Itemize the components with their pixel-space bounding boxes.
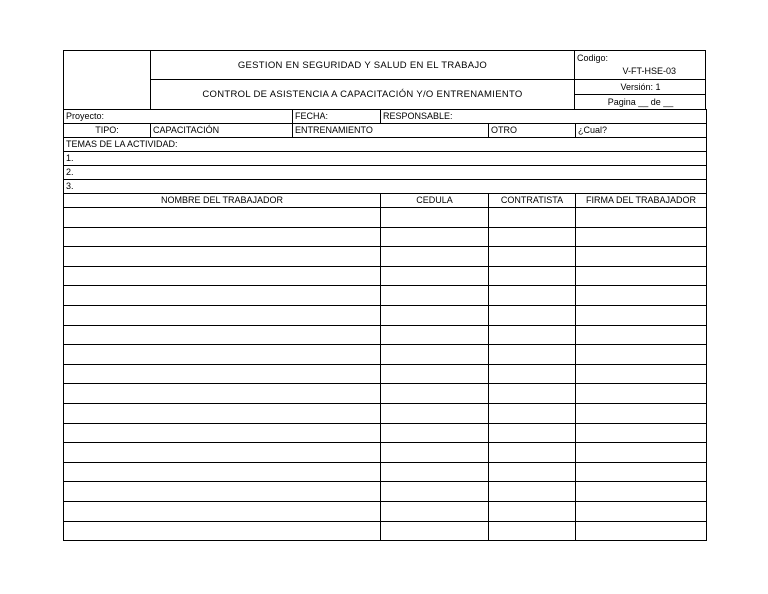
firma-cell[interactable] [576, 501, 707, 521]
date-field[interactable]: FECHA: [293, 110, 381, 124]
contratista-cell[interactable] [489, 227, 576, 247]
firma-cell[interactable] [576, 482, 707, 502]
version-cell: Versión: 1 [575, 80, 706, 95]
topic-item-1[interactable]: 1. [64, 152, 707, 166]
topic-row [64, 180, 707, 194]
contratista-cell[interactable] [489, 266, 576, 286]
table-row [64, 403, 707, 423]
topic-row [64, 152, 707, 166]
table-row [64, 305, 707, 325]
table-row [64, 345, 707, 365]
firma-cell[interactable] [576, 266, 707, 286]
topics-header-row [64, 138, 707, 152]
firma-cell[interactable] [576, 325, 707, 345]
page-cell: Pagina __ de __ [607, 97, 674, 107]
form-header [63, 50, 706, 109]
cedula-cell[interactable] [381, 345, 489, 365]
table-row [64, 423, 707, 443]
attendance-header-row [64, 194, 707, 208]
table-row [64, 266, 707, 286]
name-cell[interactable] [64, 462, 381, 482]
name-cell[interactable] [64, 423, 381, 443]
type-option-entrenamiento[interactable]: ENTRENAMIENTO [293, 124, 381, 138]
table-row [64, 208, 707, 228]
topic-item-2[interactable]: 2. [64, 166, 707, 180]
cedula-cell[interactable] [381, 384, 489, 404]
firma-cell[interactable] [576, 227, 707, 247]
cedula-cell[interactable] [381, 286, 489, 306]
table-row [64, 384, 707, 404]
type-option-capacitacion[interactable]: CAPACITACIÓN [151, 124, 293, 138]
code-cell [575, 51, 706, 80]
name-cell[interactable] [64, 364, 381, 384]
table-row [64, 501, 707, 521]
cedula-cell[interactable] [381, 227, 489, 247]
name-cell[interactable] [64, 482, 381, 502]
cedula-cell[interactable] [381, 501, 489, 521]
contratista-cell[interactable] [489, 345, 576, 365]
firma-cell[interactable] [576, 364, 707, 384]
contratista-cell[interactable] [489, 423, 576, 443]
table-row [64, 443, 707, 463]
firma-cell[interactable] [576, 521, 707, 541]
column-header-firma: FIRMA DEL TRABAJADOR [576, 194, 707, 208]
cedula-cell[interactable] [381, 247, 489, 267]
table-row [64, 364, 707, 384]
attendance-form [63, 50, 706, 541]
contratista-cell[interactable] [489, 501, 576, 521]
type-option-entrenamiento-check[interactable] [381, 124, 489, 138]
topic-row [64, 166, 707, 180]
firma-cell[interactable] [576, 443, 707, 463]
firma-cell[interactable] [576, 384, 707, 404]
type-option-otro[interactable]: OTRO [489, 124, 576, 138]
cedula-cell[interactable] [381, 266, 489, 286]
cedula-cell[interactable] [381, 403, 489, 423]
name-cell[interactable] [64, 403, 381, 423]
code-value: V-FT-HSE-03 [622, 66, 676, 76]
cedula-cell[interactable] [381, 423, 489, 443]
contratista-cell[interactable] [489, 462, 576, 482]
firma-cell[interactable] [576, 286, 707, 306]
table-row [64, 227, 707, 247]
table-row [64, 521, 707, 541]
cedula-cell[interactable] [381, 443, 489, 463]
cedula-cell[interactable] [381, 364, 489, 384]
contratista-cell[interactable] [489, 403, 576, 423]
cedula-cell[interactable] [381, 208, 489, 228]
name-cell[interactable] [64, 247, 381, 267]
firma-cell[interactable] [576, 403, 707, 423]
name-cell[interactable] [64, 345, 381, 365]
column-header-cedula: CEDULA [381, 194, 489, 208]
firma-cell[interactable] [576, 208, 707, 228]
firma-cell[interactable] [576, 345, 707, 365]
logo-cell [64, 51, 151, 109]
name-cell[interactable] [64, 521, 381, 541]
table-row [64, 482, 707, 502]
contratista-cell[interactable] [489, 247, 576, 267]
name-cell[interactable] [64, 443, 381, 463]
info-row [64, 110, 707, 124]
firma-cell[interactable] [576, 247, 707, 267]
contratista-cell[interactable] [489, 482, 576, 502]
firma-cell[interactable] [576, 423, 707, 443]
form-table [63, 109, 707, 541]
name-cell[interactable] [64, 501, 381, 521]
name-cell[interactable] [64, 384, 381, 404]
attendance-rows [64, 208, 707, 541]
name-cell[interactable] [64, 227, 381, 247]
name-cell[interactable] [64, 286, 381, 306]
topics-label: TEMAS DE LA ACTIVIDAD: [64, 138, 707, 152]
name-cell[interactable] [64, 325, 381, 345]
table-row [64, 462, 707, 482]
type-option-cual[interactable]: ¿Cual? [576, 124, 707, 138]
type-row [64, 124, 707, 138]
form-title: GESTION EN SEGURIDAD Y SALUD EN EL TRABAJO [151, 51, 575, 80]
contratista-cell[interactable] [489, 521, 576, 541]
contratista-cell[interactable] [489, 364, 576, 384]
table-row [64, 286, 707, 306]
cedula-cell[interactable] [381, 521, 489, 541]
firma-cell[interactable] [576, 305, 707, 325]
contratista-cell[interactable] [489, 325, 576, 345]
contratista-cell[interactable] [489, 286, 576, 306]
contratista-cell[interactable] [489, 208, 576, 228]
form-subtitle: CONTROL DE ASISTENCIA A CAPACITACIÓN Y/O ENTRENAMIENTO [151, 80, 575, 109]
contratista-cell[interactable] [489, 384, 576, 404]
name-cell[interactable] [64, 305, 381, 325]
cedula-cell[interactable] [381, 305, 489, 325]
project-field[interactable]: Proyecto: [64, 110, 293, 124]
contratista-cell[interactable] [489, 305, 576, 325]
name-cell[interactable] [64, 208, 381, 228]
name-cell[interactable] [64, 266, 381, 286]
topic-item-3[interactable]: 3. [64, 180, 707, 194]
table-row [64, 325, 707, 345]
column-header-name: NOMBRE DEL TRABAJADOR [64, 194, 381, 208]
type-label: TIPO: [64, 124, 151, 138]
column-header-contratista: CONTRATISTA [489, 194, 576, 208]
firma-cell[interactable] [576, 462, 707, 482]
code-label: Codigo: [577, 53, 609, 63]
cedula-cell[interactable] [381, 482, 489, 502]
responsible-field[interactable]: RESPONSABLE: [381, 110, 707, 124]
cedula-cell[interactable] [381, 325, 489, 345]
table-row [64, 247, 707, 267]
cedula-cell[interactable] [381, 462, 489, 482]
contratista-cell[interactable] [489, 443, 576, 463]
